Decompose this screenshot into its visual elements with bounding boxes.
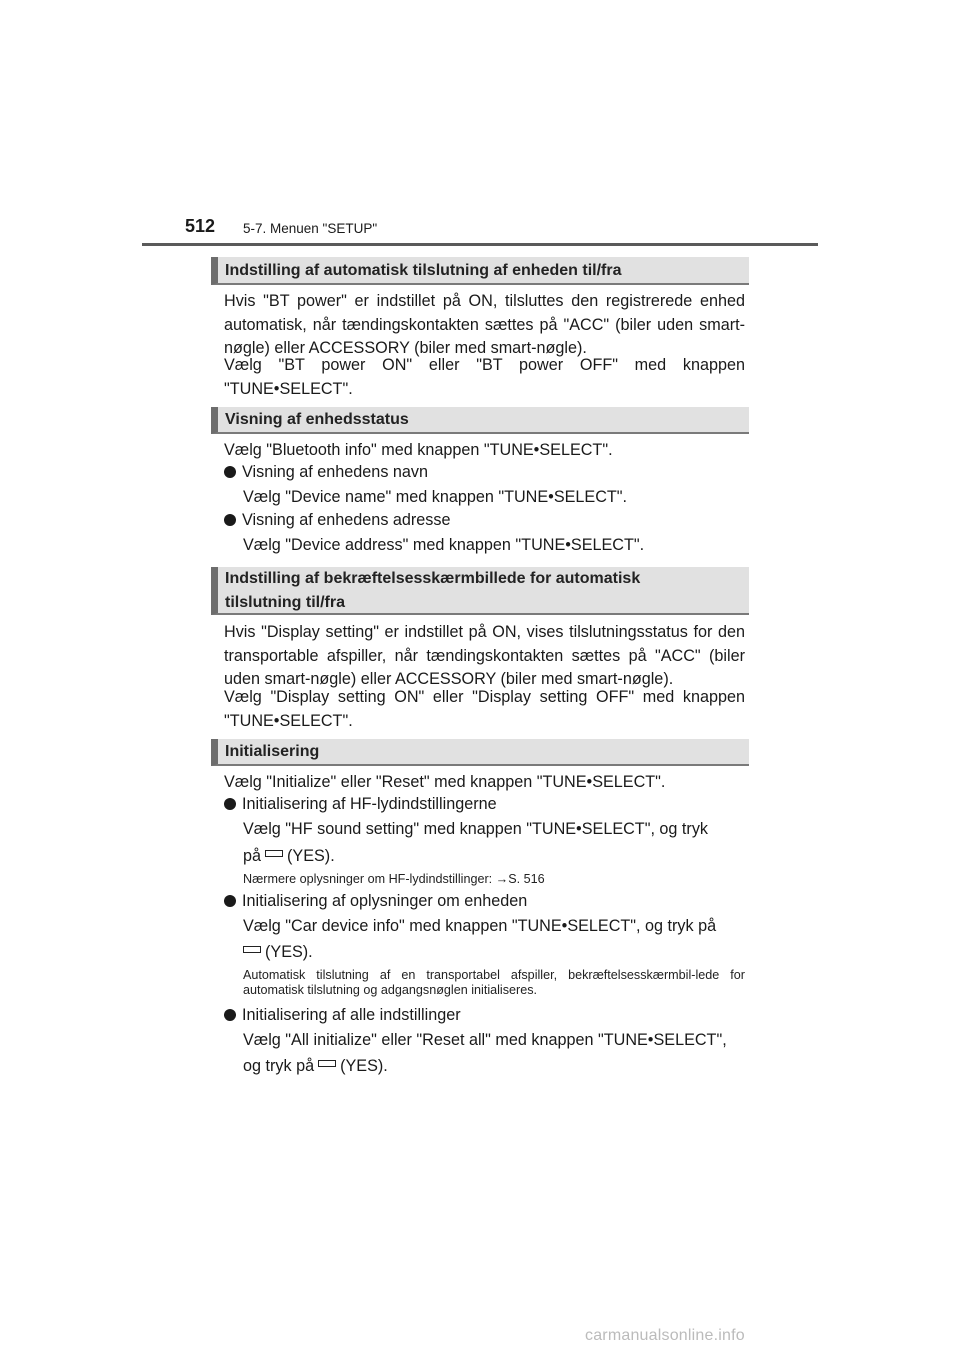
watermark: carmanualsonline.info: [585, 1327, 745, 1344]
bullet-title: Initialisering af alle indstillinger: [242, 1006, 461, 1024]
bullet-title: Initialisering af oplysninger om enheden: [242, 892, 528, 910]
paragraph-hf-sound: Vælg "HF sound setting" med knappen "TUNE•SELECT", og tryk: [243, 820, 709, 838]
bullet-dot: [224, 466, 236, 478]
button-icon: [318, 1060, 336, 1067]
paragraph-device-name: Vælg "Device name" med knappen "TUNE•SELECT".: [243, 488, 628, 506]
bullet-dot: [224, 895, 236, 907]
text: på: [243, 847, 262, 865]
paragraph-all-initialize: Vælg "All initialize" eller "Reset all" med knappen "TUNE•SELECT",: [243, 1031, 727, 1049]
paragraph-initialize: Vælg "Initialize" eller "Reset" med knappen "TUNE•SELECT".: [224, 773, 666, 791]
paragraph-device-address: Vælg "Device address" med knappen "TUNE•SELECT".: [243, 536, 645, 554]
bullet-dot: [224, 1009, 236, 1021]
bullet-hf-sound: [224, 793, 497, 815]
section-heading-confirmation-screen: [211, 567, 749, 615]
note-car-device-info: Automatisk tilslutning af en transportabel afspiller, bekræftelsesskærmbil-lede for automatisk tilslutning og adgangsnøglen initialiseres.: [243, 968, 745, 997]
section-heading-auto-connect: Indstilling af automatisk tilslutning af enheden til/fra: [211, 257, 749, 285]
paragraph-bt-power-select: Vælg "BT power ON" eller "BT power OFF" med knappen "TUNE•SELECT".: [224, 356, 745, 398]
text: (YES).: [340, 1057, 388, 1075]
bullet-car-device-info: [224, 890, 527, 912]
paragraph-hf-sound-yes: [243, 845, 745, 869]
bullet-device-name: [224, 461, 428, 483]
section-heading-initialization: Initialisering: [211, 739, 749, 766]
note-hf-sound: [243, 872, 745, 887]
bullet-title: Visning af enhedens adresse: [242, 511, 451, 529]
bullet-all-settings: [224, 1004, 461, 1026]
paragraph-car-device-info-yes: [243, 941, 745, 965]
bullet-dot: [224, 798, 236, 810]
paragraph-car-device-info: Vælg "Car device info" med knappen "TUNE•SELECT", og tryk på: [243, 917, 717, 935]
button-icon: [243, 946, 261, 953]
text: (YES).: [265, 943, 313, 961]
heading-line: Indstilling af bekræftelsesskærmbillede for automatisk: [225, 570, 641, 587]
arrow-icon: →: [495, 872, 509, 886]
bullet-device-address: [224, 509, 451, 531]
paragraph-display-setting-select: Vælg "Display setting ON" eller "Display setting OFF" med knappen "TUNE•SELECT".: [224, 688, 745, 730]
page-reference-link[interactable]: S. 516: [508, 872, 545, 886]
header-divider: [142, 243, 818, 246]
paragraph-display-setting: Hvis "Display setting" er indstillet på ON, vises tilslutningsstatus for den transportable afspiller, når tændingskontakten sættes på "ACC" (biler uden smart-nøgle) eller ACCESSORY (biler med smart-nøgle).: [224, 623, 745, 688]
bullet-title: Visning af enhedens navn: [242, 463, 429, 481]
heading-line: tilslutning til/fra: [225, 594, 345, 611]
note-text: Nærmere oplysninger om HF-lydindstillinger:: [243, 872, 493, 886]
bullet-dot: [224, 514, 236, 526]
section-heading-device-status: Visning af enhedsstatus: [211, 407, 749, 434]
section-breadcrumb: 5-7. Menuen "SETUP": [243, 221, 378, 236]
bullet-title: Initialisering af HF-lydindstillingerne: [242, 795, 497, 813]
paragraph-bluetooth-info: Vælg "Bluetooth info" med knappen "TUNE•SELECT".: [224, 441, 613, 459]
button-icon: [265, 850, 283, 857]
page-number: 512: [185, 216, 216, 236]
paragraph-bt-power: Hvis "BT power" er indstillet på ON, tilsluttes den registrerede enhed automatisk, når tændingskontakten sættes på "ACC" (biler uden smart-nøgle) eller ACCESSORY (biler med smart-nøgle).: [224, 292, 745, 357]
text: og tryk på: [243, 1057, 315, 1075]
text: (YES).: [287, 847, 335, 865]
paragraph-all-initialize-yes: [243, 1055, 745, 1079]
